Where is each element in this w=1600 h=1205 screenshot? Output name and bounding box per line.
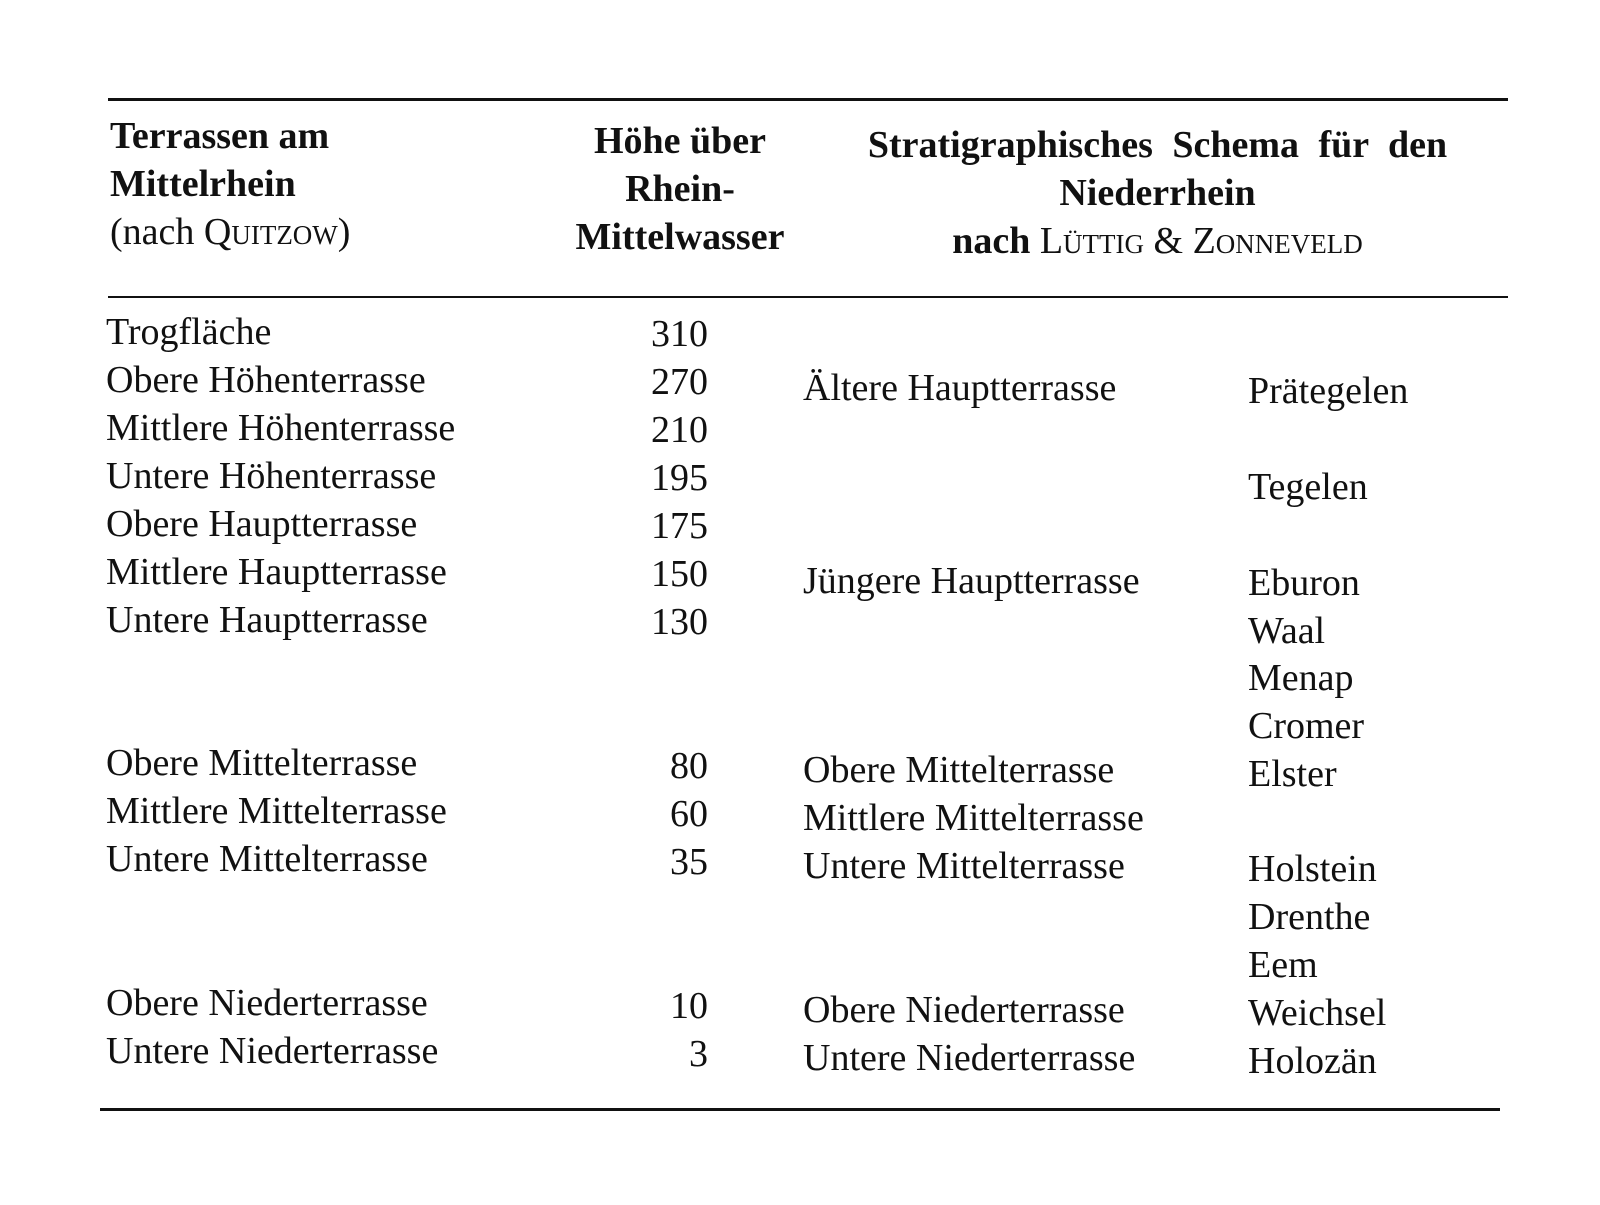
header-col1-line3-prefix: (nach bbox=[110, 211, 204, 253]
header-col3-author2: Zonneveld bbox=[1192, 220, 1363, 262]
stufe-cell: Tegelen bbox=[1248, 466, 1368, 508]
table-header-rule bbox=[108, 296, 1508, 298]
stufe-cell: Waal bbox=[1248, 610, 1326, 652]
header-col2-line2: Rhein- bbox=[625, 168, 735, 210]
stufe-cell: Menap bbox=[1248, 657, 1354, 699]
niederrhein-terrasse-cell: Untere Mittelterrasse bbox=[803, 845, 1125, 887]
header-col3-author1: Lüttig bbox=[1039, 220, 1145, 262]
header-col2-line1: Höhe über bbox=[593, 120, 767, 162]
hoehe-cell: 35 bbox=[670, 841, 708, 883]
niederrhein-terrasse-cell: Mittlere Mittelterrasse bbox=[803, 797, 1144, 839]
stufe-cell: Holozän bbox=[1248, 1040, 1377, 1082]
niederrhein-terrasse-cell: Obere Mittelterrasse bbox=[803, 749, 1115, 791]
header-col3-line2: Niederrhein bbox=[1059, 172, 1256, 214]
header-col2-line3: Mittelwasser bbox=[575, 216, 785, 258]
hoehe-cell: 60 bbox=[670, 793, 708, 835]
mittelrhein-terrasse-cell: Untere Mittelterrasse bbox=[106, 838, 428, 880]
table-top-rule bbox=[108, 98, 1508, 101]
header-col1-author: Quitzow bbox=[203, 211, 338, 253]
stufe-cell: Drenthe bbox=[1248, 896, 1371, 938]
hoehe-cell: 270 bbox=[651, 361, 708, 403]
niederrhein-terrasse-cell: Obere Niederterrasse bbox=[803, 989, 1125, 1031]
mittelrhein-terrasse-cell: Trogfläche bbox=[106, 311, 272, 353]
mittelrhein-terrasse-cell: Obere Höhenterrasse bbox=[106, 359, 426, 401]
mittelrhein-terrasse-cell: Mittlere Hauptterrasse bbox=[106, 551, 447, 593]
header-col3-ampersand: & bbox=[1144, 220, 1193, 262]
mittelrhein-terrasse-cell: Untere Hauptterrasse bbox=[106, 599, 428, 641]
header-col1-line3 bbox=[110, 208, 550, 256]
niederrhein-terrasse-cell: Jüngere Hauptterrasse bbox=[803, 560, 1140, 602]
header-col3-line3 bbox=[835, 217, 1480, 265]
stufe-cell: Eburon bbox=[1248, 562, 1360, 604]
hoehe-cell: 210 bbox=[651, 409, 708, 451]
header-hoehe bbox=[555, 117, 805, 261]
stufe-cell: Weichsel bbox=[1248, 992, 1387, 1034]
hoehe-cell: 3 bbox=[689, 1033, 708, 1075]
hoehe-cell: 150 bbox=[651, 553, 708, 595]
mittelrhein-terrasse-cell: Mittlere Mittelterrasse bbox=[106, 790, 447, 832]
header-col1-line1: Terrassen am bbox=[110, 115, 330, 157]
mittelrhein-terrasse-cell: Obere Mittelterrasse bbox=[106, 742, 418, 784]
stufe-cell: Eem bbox=[1248, 944, 1318, 986]
header-niederrhein-schema bbox=[835, 121, 1480, 265]
mittelrhein-terrasse-cell: Obere Niederterrasse bbox=[106, 982, 428, 1024]
table-bottom-rule bbox=[100, 1108, 1500, 1111]
stufe-cell: Cromer bbox=[1248, 705, 1365, 747]
header-col3-line1: Stratigraphisches Schema für den bbox=[867, 124, 1448, 166]
niederrhein-terrasse-cell: Ältere Hauptterrasse bbox=[803, 367, 1117, 409]
mittelrhein-terrasse-cell: Mittlere Höhenterrasse bbox=[106, 407, 456, 449]
hoehe-cell: 310 bbox=[651, 313, 708, 355]
header-col3-line3-prefix: nach bbox=[952, 220, 1040, 262]
mittelrhein-terrasse-cell: Untere Höhenterrasse bbox=[106, 455, 437, 497]
niederrhein-terrasse-cell: Untere Niederterrasse bbox=[803, 1037, 1136, 1079]
hoehe-cell: 10 bbox=[670, 985, 708, 1027]
mittelrhein-terrasse-cell: Untere Niederterrasse bbox=[106, 1030, 439, 1072]
stufe-cell: Elster bbox=[1248, 753, 1337, 795]
hoehe-cell: 195 bbox=[651, 457, 708, 499]
header-col1-line2: Mittelrhein bbox=[110, 163, 296, 205]
header-col1-line3-suffix: ) bbox=[337, 211, 351, 253]
header-mittelrhein-terrassen bbox=[110, 112, 550, 256]
hoehe-cell: 175 bbox=[651, 505, 708, 547]
hoehe-cell: 130 bbox=[651, 601, 708, 643]
mittelrhein-terrasse-cell: Obere Hauptterrasse bbox=[106, 503, 418, 545]
hoehe-cell: 80 bbox=[670, 745, 708, 787]
stufe-cell: Prätegelen bbox=[1248, 370, 1409, 412]
stufe-cell: Holstein bbox=[1248, 848, 1377, 890]
